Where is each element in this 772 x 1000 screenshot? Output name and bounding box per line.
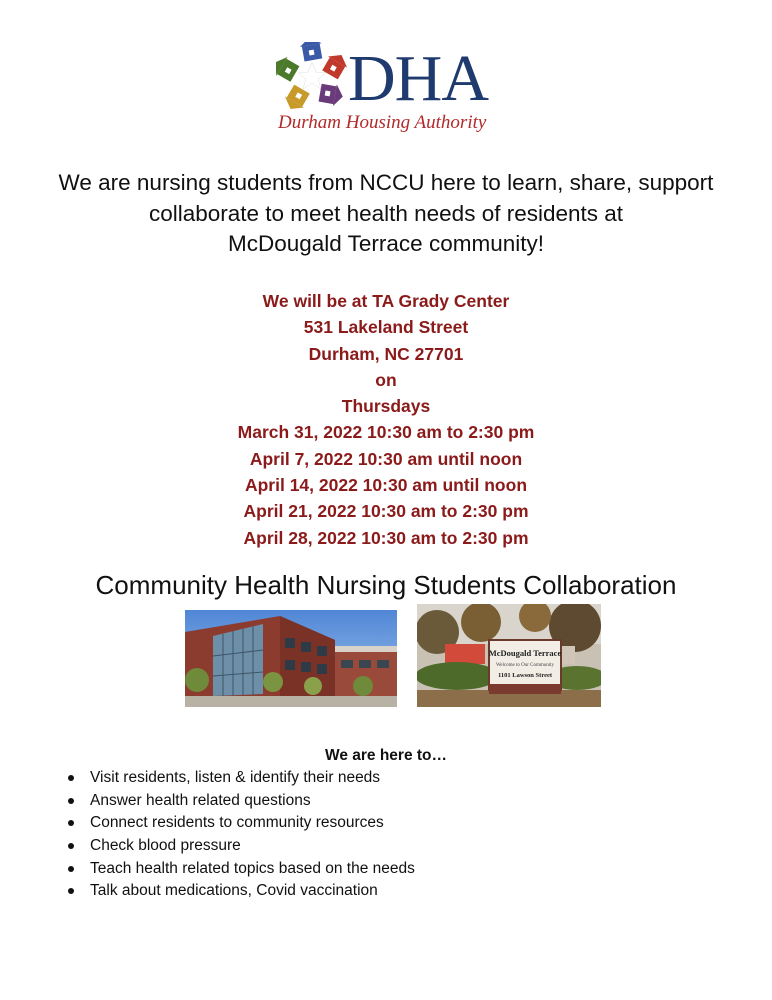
street-address: 531 Lakeland Street <box>303 317 469 338</box>
date-line: April 28, 2022 10:30 am to 2:30 pm <box>243 527 529 548</box>
intro-paragraph <box>20 168 752 260</box>
collaboration-title: Community Health Nursing Students Collaboration <box>95 570 677 600</box>
bullet-icon <box>68 888 74 894</box>
sign-welcome: Welcome to Our Community <box>495 663 555 668</box>
list-item <box>67 812 415 835</box>
date-line: April 14, 2022 10:30 am until noon <box>244 475 528 496</box>
logo-letters: DHA <box>348 42 488 115</box>
bullet-icon <box>68 820 74 826</box>
list-item <box>67 858 415 881</box>
grady-center-photo <box>185 610 397 707</box>
bullet-icon <box>68 798 74 804</box>
days-text: Thursdays <box>341 396 431 417</box>
intro-line-2: collaborate to meet health needs of residents at <box>148 200 624 226</box>
date-line: April 21, 2022 10:30 am to 2:30 pm <box>243 501 529 522</box>
bullet-icon <box>68 775 74 781</box>
list-item <box>67 790 415 813</box>
list-item <box>67 835 415 858</box>
building-image <box>185 610 397 707</box>
sign-address: 1101 Lawson Street <box>497 672 553 679</box>
list-item-text: Talk about medications, Covid vaccination <box>90 882 378 900</box>
houses-star-icon <box>276 42 348 110</box>
intro-line-1: We are nursing students from NCCU here to learn, share, support <box>58 170 714 195</box>
bullet-icon <box>68 843 74 849</box>
here-heading: We are here to… <box>324 747 448 764</box>
city-state-zip: Durham, NC 27701 <box>308 343 464 364</box>
list-item-text: Check blood pressure <box>90 837 241 855</box>
list-item <box>67 880 415 903</box>
services-list <box>67 767 415 903</box>
mcdougald-terrace-photo <box>417 604 601 707</box>
date-line: March 31, 2022 10:30 am to 2:30 pm <box>237 422 535 443</box>
on-text: on <box>375 369 397 390</box>
intro-line-3: McDougald Terrace community! <box>228 231 544 256</box>
bullet-icon <box>68 866 74 872</box>
list-item <box>67 767 415 790</box>
event-details <box>150 288 622 551</box>
list-item-text: Teach health related topics based on the needs <box>90 859 415 877</box>
list-item-text: Connect residents to community resources <box>90 814 384 832</box>
list-item-text: Answer health related questions <box>90 791 311 809</box>
list-item-text: Visit residents, listen & identify their needs <box>90 769 381 786</box>
date-line: April 7, 2022 10:30 am until noon <box>249 448 523 469</box>
location-line: We will be at TA Grady Center <box>262 291 510 311</box>
sign-title: McDougald Terrace <box>488 648 562 658</box>
sign-image <box>417 604 601 707</box>
logo-subtitle: Durham Housing Authority <box>278 112 487 133</box>
dha-logo <box>276 42 501 138</box>
